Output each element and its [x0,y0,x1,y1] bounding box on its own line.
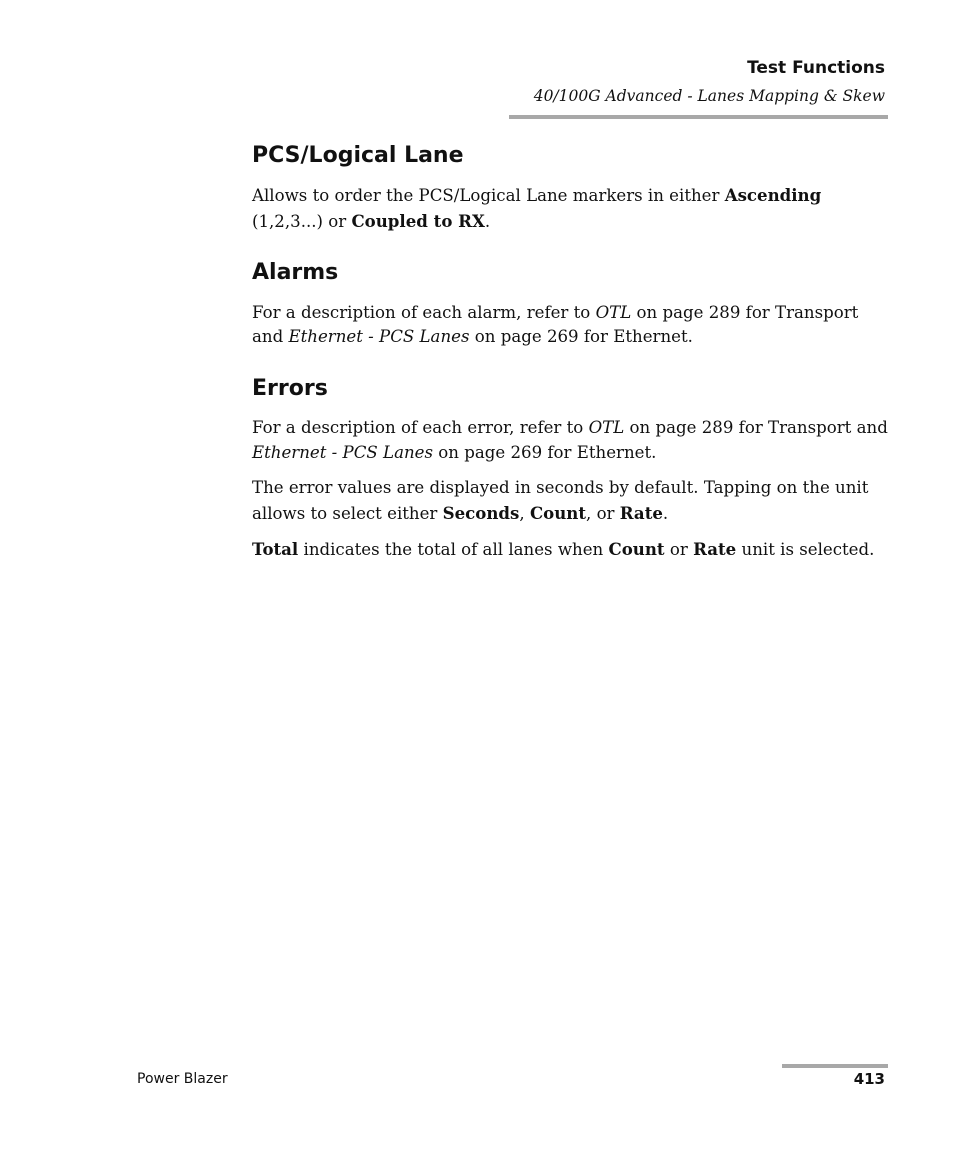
xref-otl[interactable]: OTL [588,418,625,438]
page-content [252,143,892,589]
heading-alarms: Alarms [252,260,339,286]
footer-divider [782,1064,888,1068]
text-run: on page 269 for Ethernet. [433,442,657,462]
term-rate: Rate [693,539,737,560]
term-count: Count [529,502,587,523]
text-run: The error values are displayed in seconds by default. Tapping on the unit allows to select either [252,478,869,523]
term-total: Total [252,539,299,560]
errors-paragraph-1 [252,416,892,465]
term-rate: Rate [619,502,663,523]
text-run: on page 289 for Transport and [252,302,859,347]
text-run: , or [586,503,620,523]
text-run: unit is selected. [736,540,875,560]
header-divider [509,115,888,119]
text-run: For a description of each alarm, refer to [252,302,596,322]
section-alarms [252,260,892,349]
heading-pcs-logical-lane: PCS/Logical Lane [252,143,464,168]
term-count: Count [608,539,665,560]
text-run: or [664,540,694,560]
pcs-paragraph [252,183,892,234]
text-run: on page 269 for Ethernet. [469,327,693,347]
term-coupled-to-rx: Coupled to RX [351,210,485,231]
xref-ethernet-pcs-lanes[interactable]: Ethernet - PCS Lanes [252,442,433,462]
product-name: Power Blazer [137,1071,228,1087]
alarms-paragraph [252,301,892,350]
term-seconds: Seconds [442,502,520,523]
text-run: , [519,503,530,523]
errors-paragraph-3 [252,537,892,563]
xref-ethernet-pcs-lanes[interactable]: Ethernet - PCS Lanes [288,327,470,347]
text-run: on page 289 for Transport and [624,418,888,438]
text-run: For a description of each error, refer to [252,418,589,438]
xref-otl[interactable]: OTL [595,302,632,322]
heading-errors: Errors [252,375,328,401]
term-ascending: Ascending [724,185,822,206]
section-errors [252,376,892,563]
section-pcs-logical-lane [252,143,892,234]
errors-paragraph-2 [252,476,892,526]
text-run: . [662,503,669,523]
section-subtitle: 40/100G Advanced - Lanes Mapping & Skew [533,87,885,105]
text-run: indicates the total of all lanes when [298,540,609,560]
chapter-title: Test Functions [747,58,885,78]
text-run: Allows to order the PCS/Logical Lane markers in either [252,186,725,206]
text-run: (1,2,3...) or [252,211,352,231]
text-run: . [484,211,491,231]
page-number: 413 [853,1070,885,1088]
